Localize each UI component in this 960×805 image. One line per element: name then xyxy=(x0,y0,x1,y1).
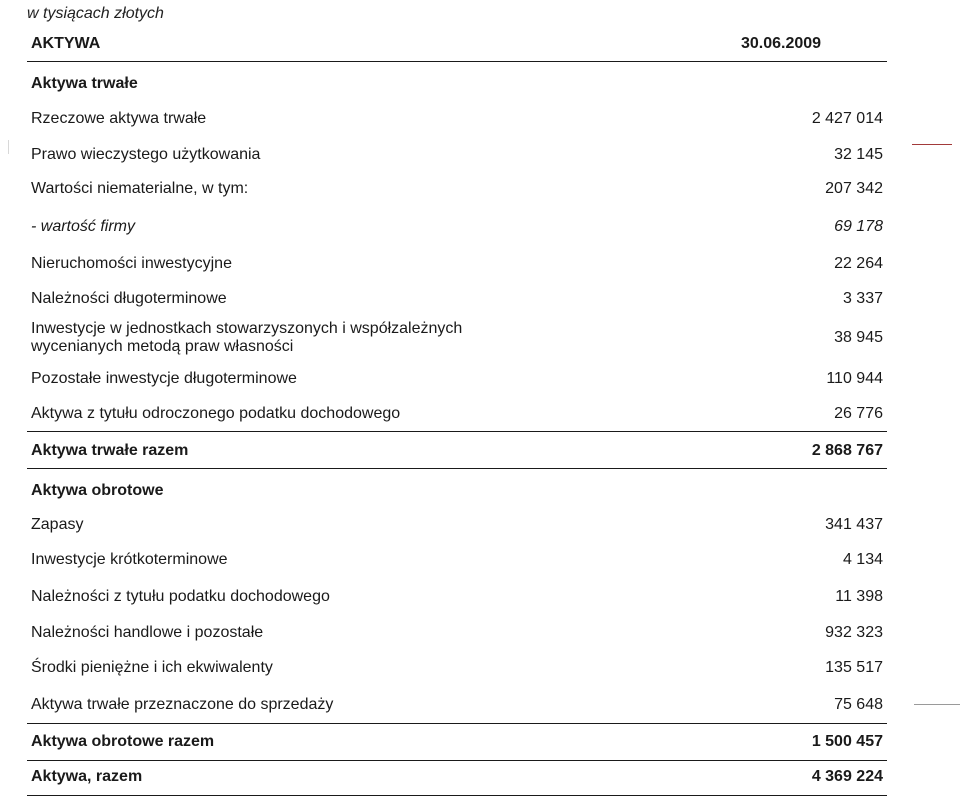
subtotal-row-current-assets xyxy=(27,731,887,755)
row-value: 2 427 014 xyxy=(811,110,883,127)
row-label: Aktywa trwałe przeznaczone do sprzedaży xyxy=(31,696,334,713)
row-value: 22 264 xyxy=(834,255,883,272)
table-row xyxy=(27,622,887,646)
row-label: Aktywa obrotowe xyxy=(31,482,164,499)
subtotal-bottom-rule xyxy=(27,468,887,469)
row-value: 932 323 xyxy=(825,624,883,641)
subtotal-top-rule xyxy=(27,723,887,724)
subtotal-row-fixed-assets xyxy=(27,440,887,464)
row-label: Prawo wieczystego użytkowania xyxy=(31,146,261,163)
table-row xyxy=(27,144,887,168)
margin-mark xyxy=(914,704,960,705)
section-heading-fixed-assets xyxy=(27,72,887,96)
table-row xyxy=(27,253,887,277)
table-row xyxy=(27,178,887,202)
row-label: Aktywa z tytułu odroczonego podatku dochodowego xyxy=(31,405,401,422)
margin-tick xyxy=(8,140,9,154)
row-label: Zapasy xyxy=(31,516,84,533)
total-row-assets xyxy=(27,766,887,790)
row-value: 341 437 xyxy=(825,516,883,533)
row-value: 4 134 xyxy=(842,551,883,568)
total-bottom-rule xyxy=(27,795,887,796)
row-label: Aktywa trwałe xyxy=(31,75,138,92)
row-value: 38 945 xyxy=(834,329,883,346)
row-label: Aktywa trwałe razem xyxy=(31,442,189,459)
column-label-assets: AKTYWA xyxy=(31,35,101,52)
row-label: Aktywa, razem xyxy=(31,768,143,785)
row-label: Inwestycje w jednostkach stowarzyszonych i współzależnych wycenianych metodą praw własności xyxy=(31,320,463,355)
table-row xyxy=(27,288,887,312)
row-value: 2 868 767 xyxy=(811,442,883,459)
row-label: Aktywa obrotowe razem xyxy=(31,733,215,750)
row-value: 135 517 xyxy=(825,659,883,676)
row-label: Nieruchomości inwestycyjne xyxy=(31,255,232,272)
margin-mark xyxy=(912,144,952,145)
row-label: Pozostałe inwestycje długoterminowe xyxy=(31,370,297,387)
row-value: 11 398 xyxy=(835,588,883,605)
table-row xyxy=(27,403,887,427)
subtotal-bottom-rule xyxy=(27,760,887,761)
table-row-subitem xyxy=(27,216,887,240)
row-label: Środki pieniężne i ich ekwiwalenty xyxy=(31,659,273,676)
row-value: 69 178 xyxy=(834,218,883,235)
table-row xyxy=(27,514,887,538)
subtotal-top-rule xyxy=(27,431,887,432)
row-label: Rzeczowe aktywa trwałe xyxy=(31,110,207,127)
table-row xyxy=(27,108,887,132)
row-value: 110 944 xyxy=(826,370,883,387)
table-header xyxy=(27,35,887,59)
row-value: 207 342 xyxy=(825,180,883,197)
row-label: Wartości niematerialne, w tym: xyxy=(31,180,249,197)
table-row xyxy=(27,318,887,360)
unit-note: w tysiącach złotych xyxy=(27,5,164,22)
row-value: 32 145 xyxy=(834,146,883,163)
table-row xyxy=(27,549,887,573)
row-label: - wartość firmy xyxy=(31,218,135,235)
table-row xyxy=(27,694,887,718)
row-label: Należności z tytułu podatku dochodowego xyxy=(31,588,330,605)
section-heading-current-assets xyxy=(27,480,887,504)
row-value: 75 648 xyxy=(834,696,883,713)
row-value: 26 776 xyxy=(834,405,883,422)
row-value: 1 500 457 xyxy=(811,733,883,750)
table-row xyxy=(27,368,887,392)
row-label: Należności handlowe i pozostałe xyxy=(31,624,264,641)
row-label: Inwestycje krótkoterminowe xyxy=(31,551,228,568)
row-value: 4 369 224 xyxy=(811,768,883,785)
column-date: 30.06.2009 xyxy=(741,35,822,52)
row-label: Należności długoterminowe xyxy=(31,290,227,307)
table-row xyxy=(27,657,887,681)
header-rule xyxy=(27,61,887,62)
table-row xyxy=(27,586,887,610)
row-value: 3 337 xyxy=(842,290,883,307)
